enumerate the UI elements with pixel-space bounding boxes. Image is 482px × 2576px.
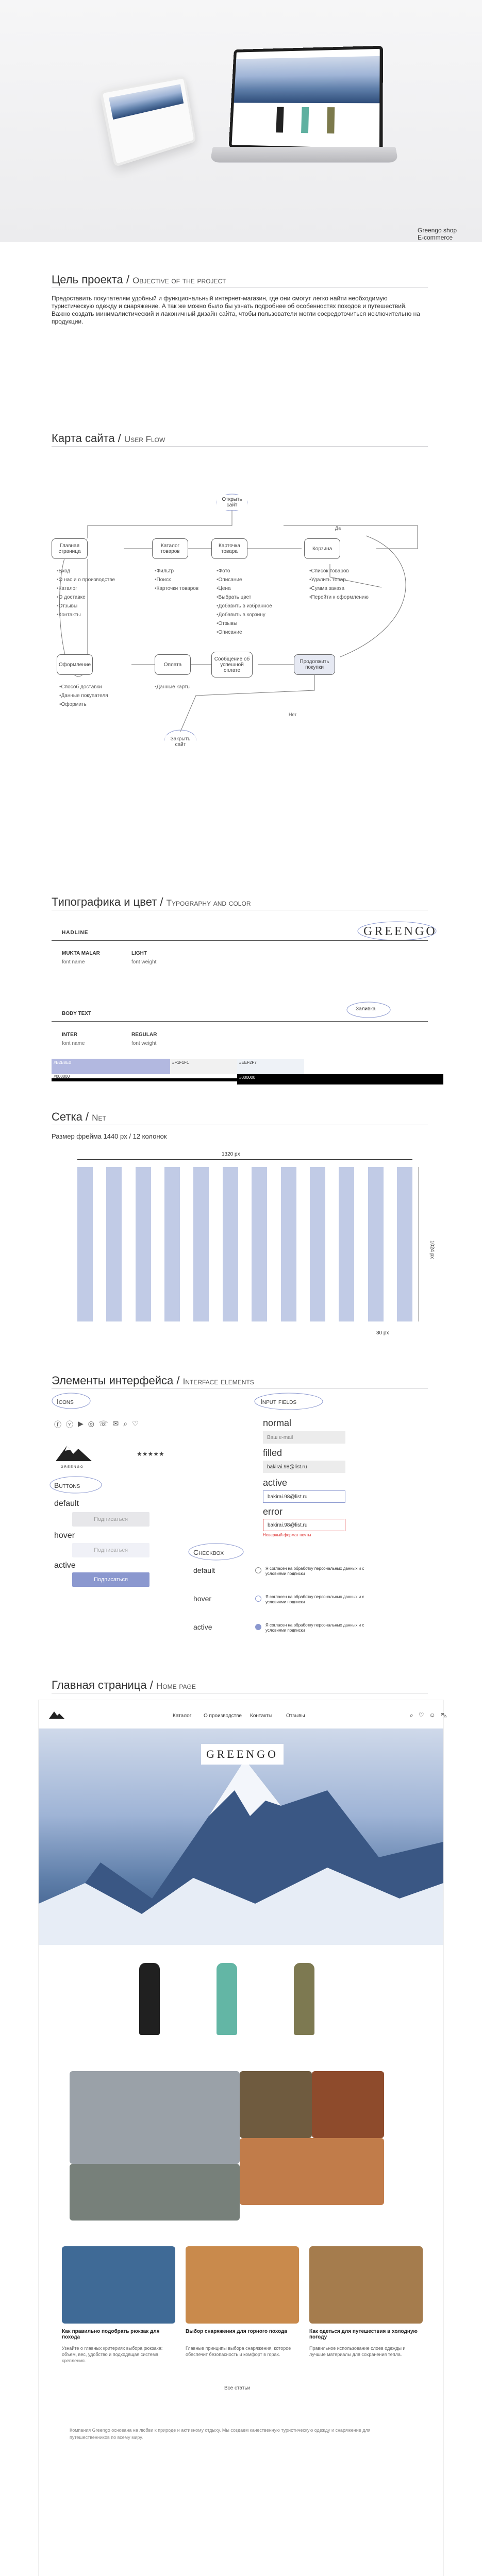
tablet-mockup <box>99 76 196 167</box>
grid-column <box>339 1167 354 1321</box>
email-field-normal[interactable]: Ваш e-mail <box>263 1431 345 1444</box>
catalog-card-1[interactable] <box>70 2071 240 2164</box>
color-swatch-3: #EEF2F7 <box>237 1059 304 1074</box>
catalog-card-3[interactable] <box>312 2071 384 2138</box>
subscribe-button-default[interactable]: Подписаться <box>72 1512 149 1527</box>
product-olive-suit[interactable] <box>294 1963 314 2035</box>
project-name: Greengo shop <box>418 227 457 234</box>
flow-catalog: Каталог товаров <box>152 538 188 559</box>
btn-default-label: default <box>54 1499 79 1508</box>
laptop-mockup <box>229 46 383 152</box>
typo-title: Типографика и цвет / Typography and color <box>52 895 251 908</box>
active-label: active <box>263 1478 288 1488</box>
flow-close-site: Закрыть сайт <box>165 734 196 750</box>
typo-logo: GREENGO <box>363 925 437 938</box>
article-title-3[interactable]: Как одеться для путешествия в холодную погоду <box>309 2329 418 2340</box>
typo-note: Заливка <box>356 1006 376 1012</box>
grid-column <box>77 1167 93 1321</box>
normal-label: normal <box>263 1418 292 1428</box>
cb-hover-label: hover <box>193 1595 212 1603</box>
article-title-2[interactable]: Выбор снаряжения для горного похода <box>186 2329 287 2334</box>
icon-row <box>54 1419 139 1430</box>
color-swatch-4: #000000 <box>52 1074 237 1081</box>
nav-reviews[interactable]: Отзывы <box>286 1713 305 1719</box>
error-label: error <box>263 1506 283 1517</box>
buttons-label: Buttons <box>54 1481 80 1489</box>
product-black-suit[interactable] <box>139 1963 160 2035</box>
cb-active-label: active <box>193 1623 212 1631</box>
search-icon[interactable]: ⌕ <box>410 1711 413 1719</box>
grid-height-label: 1024 px <box>429 1240 435 1259</box>
font2-name-label: font name <box>62 1041 85 1046</box>
flow-payment-items: • Данные карты <box>155 683 191 691</box>
goal-text: Предоставить покупателям удобный и функциональный интернет-магазин, где они смогут легко найти необходимую туристическую одежду и снаряжение. А так же можно было бы узнать подробнее об особенностях походов и путешествий. Важно создать минималистический и лаконичный дизайн сайта, чтобы пользователи могли сосредоточиться исключительно на продукции. <box>52 295 420 325</box>
article-text-2: Главные принципы выбора снаряжения, которое обеспечит безопасность и комфорт в горах. <box>186 2346 291 2357</box>
all-articles-link[interactable]: Все статьи <box>224 2385 251 2391</box>
color-swatch-5: #000000 <box>237 1074 443 1084</box>
ui-title: Элементы интерфейса / Interface elements <box>52 1374 254 1387</box>
logo-mountain-icon <box>56 1443 92 1464</box>
article-image-2[interactable] <box>186 2246 299 2324</box>
error-message: Неверный формат почты <box>263 1533 311 1537</box>
checkbox-hover[interactable] <box>255 1596 261 1602</box>
subscribe-button-active[interactable]: Подписаться <box>72 1572 149 1587</box>
flow-continue: Продолжить покупки <box>294 654 335 675</box>
hero-mockup <box>0 0 482 242</box>
font2-weight-label: font weight <box>131 1041 157 1046</box>
project-label <box>418 227 457 241</box>
checkbox-active[interactable] <box>255 1624 261 1630</box>
grid-width-label: 1320 px <box>222 1151 240 1157</box>
color-swatch-1: #B2B8E0 <box>52 1059 170 1074</box>
btn-hover-label: hover <box>54 1531 75 1540</box>
email-field-active[interactable]: bakirai.98@list.ru <box>263 1490 345 1503</box>
article-image-1[interactable] <box>62 2246 175 2324</box>
cart-icon[interactable]: ⛍ <box>440 1711 447 1719</box>
facebook-icon[interactable]: ⓕ <box>54 1420 61 1429</box>
youtube-icon[interactable]: ▶ <box>78 1419 84 1428</box>
logo-small-text: GREENGO <box>61 1466 84 1469</box>
btn-active-label: active <box>54 1561 76 1570</box>
product-teal-suit[interactable] <box>217 1963 237 2035</box>
search-icon[interactable]: ⌕ <box>123 1419 128 1428</box>
vk-icon[interactable]: ⓥ <box>66 1420 73 1429</box>
article-image-3[interactable] <box>309 2246 423 2324</box>
inputs-circle-icon <box>253 1391 325 1412</box>
flow-card: Карточка товара <box>211 538 247 559</box>
note-circle-icon <box>345 999 392 1020</box>
flow-main: Главная страница <box>52 538 88 559</box>
catalog-card-4[interactable] <box>70 2164 240 2221</box>
user-icon[interactable]: ☺ <box>429 1711 436 1719</box>
flow-main-items: • Вход • О нас и о производстве • Каталог • О доставке • Отзывы • Контакты <box>57 567 115 619</box>
grid-column <box>252 1167 267 1321</box>
icons-label: Icons <box>57 1397 74 1405</box>
flow-no: Нет <box>289 712 297 717</box>
grid-column <box>193 1167 209 1321</box>
flow-open-site: Открыть сайт <box>217 495 247 510</box>
flow-payment: Оплата <box>155 654 191 675</box>
whatsapp-icon[interactable]: ☏ <box>99 1419 108 1428</box>
inputs-label: Input fields <box>260 1397 297 1405</box>
flow-checkout: Оформление <box>57 654 93 675</box>
flow-catalog-items: • Фильтр • Поиск • Карточки товаров <box>155 567 198 593</box>
catalog-card-5[interactable] <box>240 2138 384 2205</box>
cb-text-1: Я согласен на обработку персональных данных и с условиями подписки <box>265 1566 364 1576</box>
article-text-1: Узнайте о главных критериях выбора рюкзака: объем, вес, удобство и подходящая система крепления. <box>62 2346 163 2363</box>
nav-icons <box>410 1711 447 1720</box>
grid-column <box>310 1167 325 1321</box>
brands-strip <box>39 2571 443 2576</box>
hero-brand: GREENGO <box>201 1744 284 1765</box>
typo-body-text: BODY TEXT <box>62 1011 92 1016</box>
email-field-error[interactable]: bakirai.98@list.ru <box>263 1519 345 1531</box>
buttons-circle-icon <box>47 1475 104 1495</box>
flow-card-items: • Фото • Описание • Цена • Выбрать цвет • Добавить в избранное • Добавить в корзину • Отзывы • Описание <box>217 567 272 637</box>
font1-weight: LIGHT <box>131 951 147 956</box>
filled-label: filled <box>263 1448 282 1458</box>
flow-checkout-items: • Способ доставки • Данные покупателя • Оформить <box>59 683 108 709</box>
home-mockup <box>39 1700 447 2576</box>
instagram-icon[interactable]: ◎ <box>88 1419 94 1428</box>
grid-column <box>281 1167 296 1321</box>
catalog-card-2[interactable] <box>240 2071 312 2138</box>
article-title-1[interactable]: Как правильно подобрать рюкзак для похода <box>62 2329 160 2340</box>
email-field-filled[interactable]: bakirai.98@list.ru <box>263 1461 345 1473</box>
rating-stars: ★★★★★ <box>137 1450 164 1458</box>
grid-subtitle: Размер фрейма 1440 px / 12 колонок <box>52 1132 167 1140</box>
grid-column <box>223 1167 238 1321</box>
flow-cart: Корзина <box>304 538 340 559</box>
grid-gutter-label: 30 px <box>376 1330 389 1336</box>
color-swatch-2: #F1F1F1 <box>170 1059 237 1074</box>
cb-default-label: default <box>193 1566 215 1574</box>
checkbox-circle-icon <box>187 1541 246 1562</box>
grid-column <box>368 1167 384 1321</box>
typo-headline: HADLINE <box>62 930 89 936</box>
checkbox-label: Checkbox <box>193 1548 224 1556</box>
flow-title: Карта сайта / User Flow <box>52 432 165 445</box>
grid-title: Сетка / Net <box>52 1110 106 1123</box>
subscribe-button-hover[interactable]: Подписаться <box>72 1543 149 1557</box>
heart-icon[interactable]: ♡ <box>418 1711 424 1719</box>
nav-catalog[interactable]: Каталог <box>173 1713 192 1719</box>
mail-icon[interactable]: ✉ <box>112 1419 119 1428</box>
flow-yes: Да <box>335 526 341 531</box>
cb-text-2: Я согласен на обработку персональных данных и с условиями подписки <box>265 1595 364 1604</box>
nav-contacts[interactable]: Контакты <box>250 1713 273 1719</box>
goal-title: Цель проекта / Objective of the project <box>52 273 226 286</box>
logo-circle-icon <box>356 920 438 943</box>
project-type: E-commerce <box>418 234 453 241</box>
heart-icon[interactable]: ♡ <box>132 1419 139 1428</box>
font2-weight: REGULAR <box>131 1032 157 1038</box>
about-text: Компания Greengo основана на любви к природе и активному отдыху. Мы создаем качественную туристическую одежду и снаряжение для путешественников по всему миру. <box>70 2428 371 2440</box>
article-text-3: Правильное использование слоев одежды и лучшие материалы для сохранения тепла. <box>309 2346 406 2357</box>
home-title: Главная страница / Home page <box>52 1679 196 1691</box>
flow-cart-items: • Список товаров • Удалить товар • Сумма заказа • Перейти к оформлению <box>309 567 369 602</box>
cb-text-3: Я согласен на обработку персональных данных и с условиями подписки <box>265 1623 364 1633</box>
home-logo-icon[interactable] <box>49 1710 64 1719</box>
font2-name: INTER <box>62 1032 77 1038</box>
grid-column <box>106 1167 122 1321</box>
grid-column <box>164 1167 180 1321</box>
checkbox-default[interactable] <box>255 1567 261 1573</box>
grid-column <box>136 1167 151 1321</box>
nav-production[interactable]: О производстве <box>204 1713 242 1719</box>
laptop-base <box>210 147 398 163</box>
font1-name: MUKTA MALAR <box>62 951 100 956</box>
font-name-label: font name <box>62 959 85 965</box>
grid-column <box>397 1167 412 1321</box>
font-weight-label: font weight <box>131 959 157 965</box>
flow-confirm: Сообщение об успешной оплате <box>211 652 253 677</box>
icons-circle-icon <box>51 1391 92 1411</box>
